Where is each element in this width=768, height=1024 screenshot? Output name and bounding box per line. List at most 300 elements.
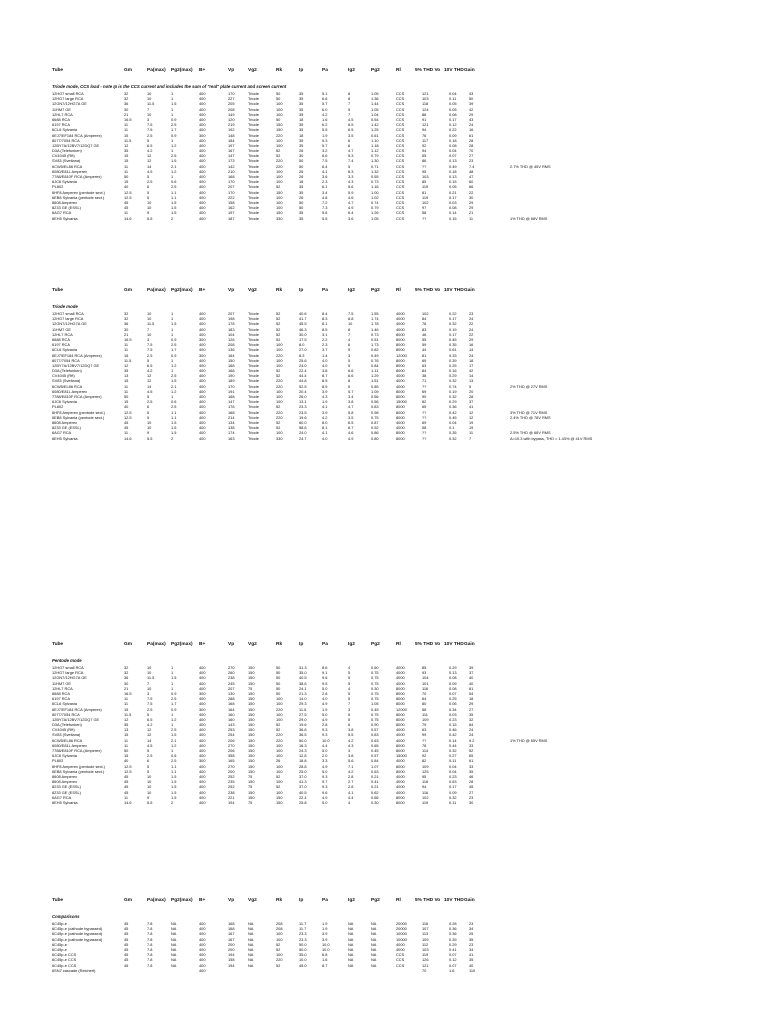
table-cell: 30	[124, 106, 129, 112]
table-cell: NA	[248, 962, 254, 968]
table-cell: 92	[422, 753, 427, 759]
table-cell: 260	[228, 670, 235, 676]
table-cell: 1.36	[371, 96, 379, 102]
table-cell: 150	[276, 122, 283, 128]
table-cell: 1.9	[322, 921, 328, 926]
table-cell: NA	[171, 926, 177, 932]
column-header: Pg2(max)	[171, 642, 193, 647]
table-cell: 112	[422, 941, 429, 947]
table-cell: 8000	[396, 794, 405, 800]
table-cell: 0.25	[449, 362, 457, 368]
table-cell: 7.3	[322, 205, 328, 211]
table-cell: 400	[199, 425, 206, 431]
tube-name-cell: 8233 GE (ESSL)	[52, 205, 81, 211]
table-cell: CCS	[396, 210, 405, 216]
table-cell: 11	[124, 696, 129, 702]
table-cell: 5	[147, 748, 150, 753]
table-cell: 0.42	[449, 409, 457, 415]
table-cell: 95	[422, 773, 427, 779]
table-cell: 45	[124, 926, 129, 932]
table-cell: 1.4	[322, 352, 328, 358]
table-cell: Triode	[248, 111, 259, 117]
table-cell: 84	[422, 368, 427, 374]
table-cell: 0.56	[371, 399, 379, 405]
table-cell: 0.14	[449, 210, 457, 216]
table-cell: 36	[124, 101, 129, 107]
table-cell: 11.5	[299, 706, 307, 712]
table-cell: 0.39	[449, 936, 457, 942]
table-cell: 11.7	[299, 926, 307, 932]
table-cell: NA	[248, 941, 254, 947]
table-cell: 11.5	[147, 101, 155, 107]
table-cell: 4000	[396, 311, 405, 316]
table-cell: 0.73	[371, 331, 379, 337]
table-cell: 0.9	[171, 352, 177, 358]
table-cell: 0.29	[449, 373, 457, 379]
table-cell: 117	[422, 137, 429, 143]
table-cell: 150	[248, 753, 255, 759]
table-cell: 8.7	[322, 962, 328, 968]
table-cell: 0.35	[449, 342, 457, 348]
table-cell: 1	[171, 111, 174, 117]
table-cell: 3.8	[348, 399, 354, 405]
table-cell: 7	[348, 701, 351, 707]
table-cell: 6.5	[147, 716, 153, 722]
table-cell: 4.2	[147, 722, 153, 728]
table-cell: 1.5	[171, 378, 177, 384]
table-cell: 4	[348, 665, 351, 670]
table-cell: NA	[371, 931, 377, 937]
table-cell: 2.1	[171, 737, 177, 743]
table-cell: 120	[228, 116, 235, 122]
tube-name-cell: SV83 (Svetlana)	[52, 378, 81, 384]
table-cell: 52.5	[299, 383, 307, 389]
table-cell: 400	[199, 399, 206, 405]
table-cell: 14	[469, 373, 474, 379]
table-cell: 45	[124, 946, 129, 952]
table-cell: 10000	[396, 936, 407, 942]
table-cell: 220	[276, 352, 283, 358]
table-cell: Triode	[248, 199, 259, 205]
table-cell: 30.0	[299, 331, 307, 337]
table-cell: 1	[171, 722, 174, 728]
tube-name-cell: 8608 Amperex	[52, 773, 78, 779]
table-cell: 0.19	[449, 388, 457, 394]
table-cell: 5.3	[348, 153, 354, 159]
table-cell: 4.6	[348, 194, 354, 200]
table-cell: 5	[469, 383, 472, 389]
table-cell: Triode	[248, 215, 259, 221]
table-cell: 150	[276, 794, 283, 800]
table-cell: 3.4	[322, 189, 328, 195]
table-cell: NA	[348, 921, 354, 926]
table-cell: 150	[248, 763, 255, 769]
table-cell: 0.05	[449, 101, 457, 107]
column-header: Gm	[124, 288, 132, 293]
row-note: 2% THD @ 27V RMS	[510, 383, 548, 389]
table-cell: 0.15	[449, 215, 457, 221]
table-cell: 22	[469, 189, 474, 195]
table-cell: 0.18	[449, 168, 457, 174]
table-cell: 52	[276, 941, 281, 947]
table-cell: 23	[469, 311, 474, 316]
table-cell: 12	[124, 142, 129, 148]
table-cell: 7.5	[147, 127, 153, 133]
table-cell: 178	[228, 321, 235, 327]
table-cell: 0.29	[449, 941, 457, 947]
table-cell: 0.75	[371, 414, 379, 420]
table-cell: 119	[422, 184, 429, 190]
table-cell: 0.32	[449, 321, 457, 327]
table-cell: 60	[469, 179, 474, 185]
table-cell: 0.54	[371, 116, 379, 122]
table-cell: 4.2	[348, 768, 354, 774]
table-cell: 121	[422, 122, 429, 128]
table-cell: 5	[147, 174, 150, 179]
table-cell: 55	[422, 153, 427, 159]
table-cell: 4.0	[322, 696, 328, 702]
table-cell: 6	[348, 342, 351, 348]
table-cell: ??	[422, 737, 427, 743]
table-cell: 358	[228, 753, 235, 759]
table-cell: Triode	[248, 101, 259, 107]
table-cell: 28	[469, 137, 474, 143]
column-header: Pa(max)	[147, 288, 166, 293]
tube-name-cell: 6C45p-e (cathode bypassed)	[52, 931, 103, 937]
table-cell: 5	[147, 763, 150, 769]
table-cell: 5.0	[322, 685, 328, 691]
table-cell: 5.6	[322, 210, 328, 216]
table-cell: 1.5	[171, 675, 177, 681]
table-cell: 11	[124, 430, 129, 436]
table-cell: 21	[469, 210, 474, 216]
table-cell: 0.55	[371, 174, 379, 179]
tube-name-cell: 6CW5/EL86 RCA	[52, 383, 83, 389]
table-cell: 31.3	[299, 665, 307, 670]
tube-name-cell: 6080/E81L Amperex	[52, 168, 88, 174]
table-cell: NA	[348, 941, 354, 947]
tube-name-cell: 6EH5 Sylvania	[52, 799, 78, 805]
table-cell: 0.60	[371, 665, 379, 670]
table-cell: 168	[228, 409, 235, 415]
table-cell: 0.79	[371, 153, 379, 159]
table-cell: 107	[422, 926, 429, 932]
table-cell: Triode	[248, 174, 259, 179]
table-cell: 4	[348, 336, 351, 342]
table-cell: 69	[422, 388, 427, 394]
table-cell: 102	[422, 199, 429, 205]
table-cell: 11.5	[147, 675, 155, 681]
table-cell: 8.4	[322, 311, 328, 316]
table-cell: 1.5	[171, 199, 177, 205]
table-cell: 0.18	[449, 137, 457, 143]
table-cell: 220	[276, 409, 283, 415]
table-cell: Triode	[248, 142, 259, 148]
tube-name-cell: 12GN7/12HG7A GE	[52, 101, 87, 107]
table-cell: 100	[276, 168, 283, 174]
column-header: 5% THD Vo	[415, 898, 441, 903]
table-cell: 1.2	[171, 142, 177, 148]
table-cell: 11	[124, 122, 129, 128]
table-cell: 116	[422, 789, 429, 795]
table-row	[52, 436, 752, 441]
tube-name-cell: 6EJ7/EF184 RCA (Amperex)	[52, 132, 102, 138]
table-cell: 3.4	[348, 394, 354, 399]
table-cell: NA	[371, 962, 377, 968]
table-cell: 95	[422, 168, 427, 174]
table-cell: 58	[422, 210, 427, 216]
table-cell: CCS	[396, 122, 405, 128]
table-cell: NA	[371, 921, 377, 926]
table-cell: 400	[199, 362, 206, 368]
table-cell: 1	[171, 174, 174, 179]
table-cell: 70	[422, 690, 427, 696]
table-cell: 12	[124, 362, 129, 368]
table-cell: 8	[348, 91, 351, 96]
table-cell: 18	[299, 179, 304, 185]
table-cell: 81	[422, 189, 427, 195]
table-cell: 3	[348, 748, 351, 753]
table-cell: 0.76	[371, 357, 379, 363]
table-cell: 8000	[396, 347, 405, 353]
table-cell: 6.5	[348, 419, 354, 425]
table-cell: 0.74	[371, 199, 379, 205]
table-cell: 0.36	[449, 404, 457, 410]
table-cell: 8	[348, 378, 351, 384]
table-cell: 1.07	[371, 763, 379, 769]
tube-name-cell: 6JC6 Sylvania	[52, 753, 77, 759]
column-header: Pg2	[371, 288, 380, 293]
table-cell: 40.5	[299, 675, 307, 681]
table-cell: 93	[422, 670, 427, 676]
table-cell: 0.04	[449, 148, 457, 154]
table-cell: 45	[124, 779, 129, 785]
tube-name-cell: 6CL6 Sylvania	[52, 347, 78, 353]
column-header: B+	[199, 898, 206, 903]
tube-name-cell: 8608 Amperex	[52, 419, 78, 425]
table-cell: 1	[171, 680, 174, 686]
table-cell: 134	[228, 419, 235, 425]
table-cell: 0.17	[449, 316, 457, 322]
table-cell: 11	[124, 701, 129, 707]
table-cell: 1.05	[371, 91, 379, 96]
table-cell: 0.19	[449, 326, 457, 332]
table-cell: NA	[248, 957, 254, 963]
table-cell: Triode	[248, 91, 259, 96]
table-cell: 8000	[396, 799, 405, 805]
table-cell: 38.6	[299, 680, 307, 686]
table-cell: 45	[124, 962, 129, 968]
table-cell: 6	[348, 142, 351, 148]
table-cell: 29	[469, 336, 474, 342]
table-cell: 1.5	[171, 205, 177, 211]
table-cell: 400	[199, 962, 206, 968]
table-cell: 23.5	[299, 409, 307, 415]
table-cell: 100	[276, 394, 283, 399]
table-cell: 11	[124, 383, 129, 389]
table-cell: 30	[469, 799, 474, 805]
table-cell: 1.02	[371, 194, 379, 200]
table-cell: 168	[228, 921, 235, 926]
table-cell: 0.32	[449, 378, 457, 384]
table-cell: 400	[199, 404, 206, 410]
tube-table-section	[52, 286, 752, 441]
table-cell: 81	[469, 685, 474, 691]
table-cell: 16.5	[124, 336, 132, 342]
tube-name-cell: 6C45p-e	[52, 946, 67, 952]
table-cell: 5	[348, 670, 351, 676]
tube-name-cell: SV83 (Svetlana)	[52, 732, 81, 738]
table-cell: 44.8	[299, 378, 307, 384]
table-cell: 400	[199, 737, 206, 743]
table-cell: 52	[276, 773, 281, 779]
table-cell: 0.42	[449, 732, 457, 738]
table-cell: 15	[124, 753, 129, 759]
table-cell: 37.0	[299, 784, 307, 790]
table-cell: CCS	[396, 106, 405, 112]
tube-name-cell: 12HG7 small RCA	[52, 91, 84, 96]
table-cell: 2.8	[322, 722, 328, 728]
table-cell: 0.45	[371, 748, 379, 753]
table-cell: 5.0	[322, 748, 328, 753]
table-cell: 8000	[396, 685, 405, 691]
tube-name-cell: 6C45p-e	[52, 941, 67, 947]
table-cell: Triode	[248, 127, 259, 133]
table-cell: 2.8	[348, 784, 354, 790]
table-cell: 0.08	[449, 685, 457, 691]
table-cell: 0.75	[371, 716, 379, 722]
table-cell: 0.45	[449, 414, 457, 420]
table-cell: 207	[228, 685, 235, 691]
table-cell: 40	[469, 680, 474, 686]
table-cell: 0.13	[449, 174, 457, 179]
table-cell: 50	[124, 748, 129, 753]
table-cell: 4.3	[348, 179, 354, 185]
row-note: 2.5% THD @ 68V RMS	[510, 430, 551, 436]
table-cell: 400	[199, 763, 206, 769]
table-cell: Triode	[248, 163, 259, 169]
table-cell: CCS	[396, 205, 405, 211]
table-cell: 6.6	[348, 373, 354, 379]
table-cell: 10	[147, 205, 152, 211]
table-cell: 104	[228, 331, 235, 337]
table-cell: 150	[248, 758, 255, 764]
table-cell: 207	[228, 184, 235, 190]
table-cell: 79	[422, 722, 427, 728]
table-cell: 1.6	[322, 116, 328, 122]
table-cell: 0.21	[371, 773, 379, 779]
table-cell: 10	[147, 96, 152, 102]
table-cell: 400	[199, 116, 206, 122]
table-cell: NA	[171, 936, 177, 942]
table-cell: 170	[228, 179, 235, 185]
table-cell: ??	[422, 163, 427, 169]
table-cell: 52	[276, 722, 281, 728]
table-cell: 300	[199, 352, 206, 358]
table-cell: 94	[422, 784, 427, 790]
table-cell: 400	[199, 373, 206, 379]
table-cell: 13	[469, 378, 474, 384]
table-cell: 1.2	[171, 388, 177, 394]
table-cell: 109	[422, 716, 429, 722]
table-cell: 0.11	[449, 799, 457, 805]
table-cell: 58	[422, 706, 427, 712]
table-cell: ??	[422, 435, 427, 441]
table-cell: 37.0	[299, 773, 307, 779]
table-cell: 0.04	[449, 763, 457, 769]
table-cell: 21.3	[299, 690, 307, 696]
table-cell: 28.8	[299, 763, 307, 769]
table-cell: 4.3	[348, 742, 354, 748]
table-cell: 238	[228, 789, 235, 795]
table-cell: 43	[469, 91, 474, 96]
table-cell: 5	[348, 383, 351, 389]
table-cell: 400	[199, 675, 206, 681]
column-header: Tube	[52, 642, 64, 647]
table-cell: 22.4	[299, 794, 307, 800]
table-cell: 100	[276, 931, 283, 937]
table-cell: Triode	[248, 179, 259, 185]
table-cell: 9.3	[322, 727, 328, 733]
table-cell: 0.44	[449, 742, 457, 748]
table-cell: 400	[199, 419, 206, 425]
table-cell: 12.5	[124, 194, 132, 200]
column-header: Tube	[52, 898, 64, 903]
table-cell: 1	[171, 316, 174, 322]
table-cell: 45	[124, 789, 129, 795]
column-header: Gain	[464, 288, 475, 293]
table-cell: 1.1	[171, 409, 177, 415]
table-cell: 30	[124, 680, 129, 686]
table-cell: 3	[147, 116, 150, 122]
table-cell: 100	[276, 763, 283, 769]
table-cell: 10000	[396, 931, 407, 937]
table-cell: 35	[124, 722, 129, 728]
table-cell: 12	[147, 727, 152, 733]
table-cell: 103	[422, 174, 429, 179]
table-cell: CCS	[396, 116, 405, 122]
table-cell: 142	[228, 163, 235, 169]
table-cell: 3.8	[322, 368, 328, 374]
table-cell: 220	[276, 158, 283, 164]
table-cell: 4	[348, 799, 351, 805]
section-subtitle: Comparisons	[52, 914, 80, 919]
table-cell: 50	[276, 665, 281, 670]
table-cell: 100	[276, 768, 283, 774]
table-cell: 10.0	[322, 941, 330, 947]
table-cell: 80	[422, 701, 427, 707]
table-cell: 100	[276, 696, 283, 702]
table-cell: 100	[276, 194, 283, 200]
table-cell: 16	[469, 342, 474, 348]
table-cell: 9.3	[322, 784, 328, 790]
table-cell: 1	[171, 311, 174, 316]
table-cell: 82	[422, 399, 427, 405]
table-cell: 400	[199, 137, 206, 143]
table-cell: 40	[124, 184, 129, 190]
table-cell: 220	[276, 414, 283, 420]
table-cell: 8.9	[322, 383, 328, 389]
table-cell: 9.6	[322, 675, 328, 681]
table-cell: 39	[469, 665, 474, 670]
table-cell: 0.75	[371, 670, 379, 676]
table-cell: 0.86	[371, 430, 379, 436]
table-cell: 0.32	[449, 394, 457, 399]
tube-name-cell: 6688 RCA	[52, 690, 70, 696]
table-cell: NA	[171, 946, 177, 952]
table-cell: 15	[124, 706, 129, 712]
column-header: Pg2(max)	[171, 288, 193, 293]
